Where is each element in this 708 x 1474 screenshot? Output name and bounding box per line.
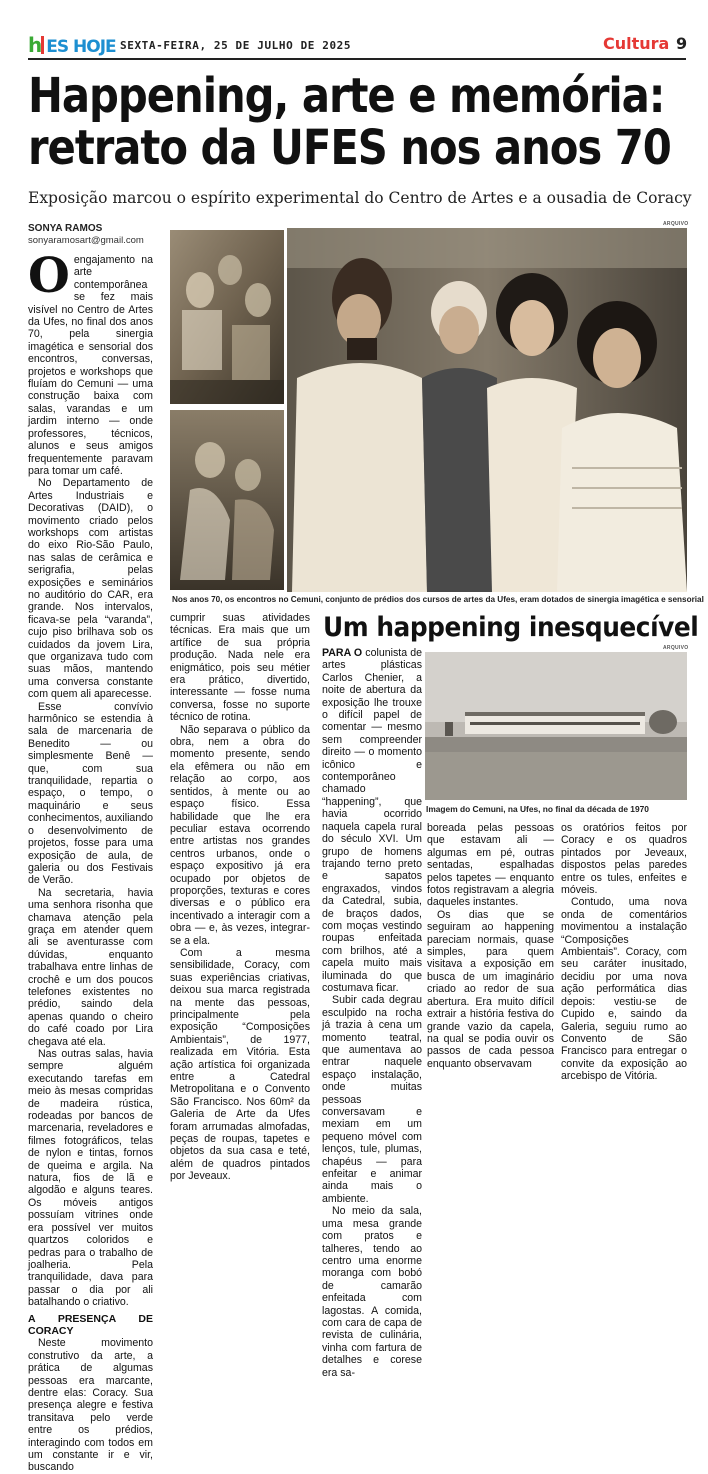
paragraph: cumprir suas atividades técnicas. Era mais que um artífice de sua própria produção. Nada nele era enigmático, pois seu métier era prático, divertido, interessante — fosse numa conversa, fosse no suporte técnico de rotina. xyxy=(170,612,310,724)
headline xyxy=(28,68,671,176)
issue-date: SEXTA-FEIRA, 25 DE JULHO DE 2025 xyxy=(120,39,352,52)
paragraph: boreada pelas pessoas que estavam ali — algumas em pé, outras sentadas, espalhadas pelos tapetes — enquanto fotos registravam a alegria daqueles instantes. xyxy=(427,822,554,909)
paragraph: No meio da sala, uma mesa grande com pratos e talheres, tendo ao centro uma enorme moranga com bobó de camarão enfeitada com lagostas. A comida, com cara de capa de revista de culinária, vinha com fartura de detalhes e corese era sa- xyxy=(322,1205,422,1379)
sidebar-column-b xyxy=(427,822,554,1070)
author-email: sonyaramosart@gmail.com xyxy=(28,235,144,246)
sidebar-photo-credit: ARQUIVO xyxy=(663,645,689,651)
paragraph: Não separava o público da obra, nem a obra do momento presente, sendo ela efêmera ou não em relação ao corpo, aos sentidos, à mente ou ao espaço físico. Essa habilidade que lhe era peculiar estava ocorrendo entre artistas nos grandes centros urbanos, onde o espaço expositivo já era ocupado por objetos de proporções, texturas e cores diversas e o público era incentivado a interagir com a obra — e, às vezes, integrar-se a ela. xyxy=(170,723,310,947)
section-name: Cultura xyxy=(603,34,670,53)
sidebar-title: Um happening inesquecível xyxy=(323,612,699,643)
paragraph: Subir cada degrau esculpido na rocha já trazia à cena um momento teatral, que aumentava ao entrar naquele espaço instalação, onde muitas pessoas conversavam e mexiam em um pequeno móvel com lenços, tule, plumas, chapéus — para enfeitar e animar ainda mais o ambiente. xyxy=(322,994,422,1205)
main-photo-caption: Nos anos 70, os encontros no Cemuni, conjunto de prédios dos cursos de artes da Ufes, eram dotados de sinergia imagética e sensorial xyxy=(172,595,704,604)
paragraph: Esse convívio harmônico se estendia à sala de marcenaria de Benedito — ou simplesmente Benê — que, com sua tranquilidade, repartia o espaço, o tempo, o maquinário e seus conhecimentos, auxiliando o desenvolvimento de projetos, fosse para uma exposição de aula, de galeria ou dos Festivais de Verão. xyxy=(28,700,153,887)
paragraph: engajamento na arte contemporânea se fez mais visível no Centro de Artes da Ufes, no final dos anos 70, pela sinergia imagética e sensorial dos encontros, conversas, projetos e workshops que fluíam do Cemuni — uma construção baixa com salas, varandas e um jardim interno — onde professores, técnicos, alunos e seus amigos frequentemente paravam para tomar um café. xyxy=(28,254,153,477)
newspaper-logo: h ES HOJE xyxy=(28,33,116,57)
archive-photo-small-bottom xyxy=(170,410,284,590)
paragraph: Com a mesma sensibilidade, Coracy, com suas experiências criativas, deixou sua marca registrada na mente das pessoas, principalmente pela exposição “Composições Ambientais”, de 1977, realizada em Vitória. Esta ação artística foi organizada entre a Catedral Metropolitana e o Convento São Francisco. Nos 60m² da Galeria de Arte da Ufes foram arrumadas almofadas, peças de roupas, tapetes e objetos da sua casa e teté, além de quadros pintados por Jeveaux. xyxy=(170,946,310,1183)
article-column-1 xyxy=(28,248,153,1474)
paragraph: Os dias que se seguiram ao happening pareciam normais, quase simples, para quem visitava a exposição em busca de um imaginário criado ao redor de sua abertura. Era muito difícil extrair a história festiva do grande vazio da capela, na qual se podia ouvir os passos de cada pessoa enquanto observavam xyxy=(427,908,554,1070)
page-number: 9 xyxy=(676,34,688,53)
paragraph: Na secretaria, havia uma senhora risonha que chamava atenção pela graça em atender quem ali se aventurasse com dúvidas, enquanto trabalhava entre linhas de crochê e um dos poucos telefones existentes no prédio, saindo dela apenas quando o cheiro do café coado por Lira chegava até ela. xyxy=(28,886,153,1048)
subsection-heading: A PRESENÇA DE CORACY xyxy=(28,1312,153,1337)
headline-line-2: retrato da UFES nos anos 70 xyxy=(28,120,671,176)
paragraph: colunista de artes plásticas Carlos Chenier, a noite de abertura da exposição lhe trouxe o difícil papel de comentar — mesmo sem compreender direito — o momento icônico e contemporâneo chamado “happening”, que havia ocorrido naquela capela rural do século XVI. Um grupo de homens trajando terno preto e sapatos engraxados, vindos da Catedral, subia, de braços dados, com moças vestindo roupas enfeitada com brilhos, até a capela muito mais iluminada do que costumava ficar. xyxy=(322,647,422,994)
author-name: SONYA RAMOS xyxy=(28,223,103,234)
paragraph: os oratórios feitos por Coracy e os quadros pintados por Jeveaux, dispostos pelas paredes entre os tules, enfeites e móveis. xyxy=(561,822,687,897)
paragraph: Contudo, uma nova onda de comentários movimentou a instalação “Composições Ambientais”. Coracy, com seu caráter inusitado, decidiu por uma nova ação performática dias depois: vestiu-se de Cupido e, saindo da Galeria, seguiu rumo ao Convento de São Francisco para entregar o convite da exposição ao arcebispo de Vitória. xyxy=(561,896,687,1083)
paragraph: No Departamento de Artes Industriais e Decorativas (DAID), o movimento criado pelos workshops com artistas do eixo Rio-São Paulo, nas salas de cerâmica e serigrafia, pelas exposições e seminários no auditório do CAR, era grande. Nos intervalos, ficava-se pela “varanda”, cujo piso brilhava sob os cuidados da jovem Lira, que organizava tudo com suas mãos, mantendo uma conversa constante com quem ali aparecesse. xyxy=(28,477,153,701)
headline-line-1: Happening, arte e memória: xyxy=(28,68,665,124)
photo-credit: ARQUIVO xyxy=(663,221,689,227)
archive-photo-group-of-women xyxy=(287,228,687,592)
archive-photo-small-top xyxy=(170,230,284,404)
header-rule xyxy=(28,58,686,60)
subheadline: Exposição marcou o espírito experimental do Centro de Artes e a ousadia de Coracy xyxy=(28,189,692,207)
sidebar-photo-caption: Imagem do Cemuni, na Ufes, no final da década de 1970 xyxy=(426,804,649,814)
sidebar-column-a xyxy=(322,647,422,1379)
sidebar-column-c xyxy=(561,822,687,1083)
article-column-2 xyxy=(170,612,310,1183)
paragraph: Nas outras salas, havia sempre alguém executando tarefas em meio às mesas compridas de madeira rústica, rodeadas por bancos de marcenaria, reveladores e filmes fotográficos, telas de nylon e tintas, fornos de queima e argila. Na natura, fios de lã e algodão e alguns teares. Os móveis antigos possuíam vitrines onde era possível ver muitos quartzos coloridos e pedras para o trabalho de joalheria. Pela tranquilidade, dava para passar o dia por ali batalhando o criativo. xyxy=(28,1048,153,1309)
drop-cap: O xyxy=(28,248,70,304)
lead-in: PARA O xyxy=(322,647,363,659)
paragraph: Neste movimento construtivo da arte, a prática de algumas pessoas era marcante, dentre elas: Coracy. Sua presença alegre e festiva transitava pelo verde entre os prédios, interagindo com todos em um constante ir e vir, buscando xyxy=(28,1337,153,1474)
cemuni-building-photo xyxy=(425,652,687,800)
